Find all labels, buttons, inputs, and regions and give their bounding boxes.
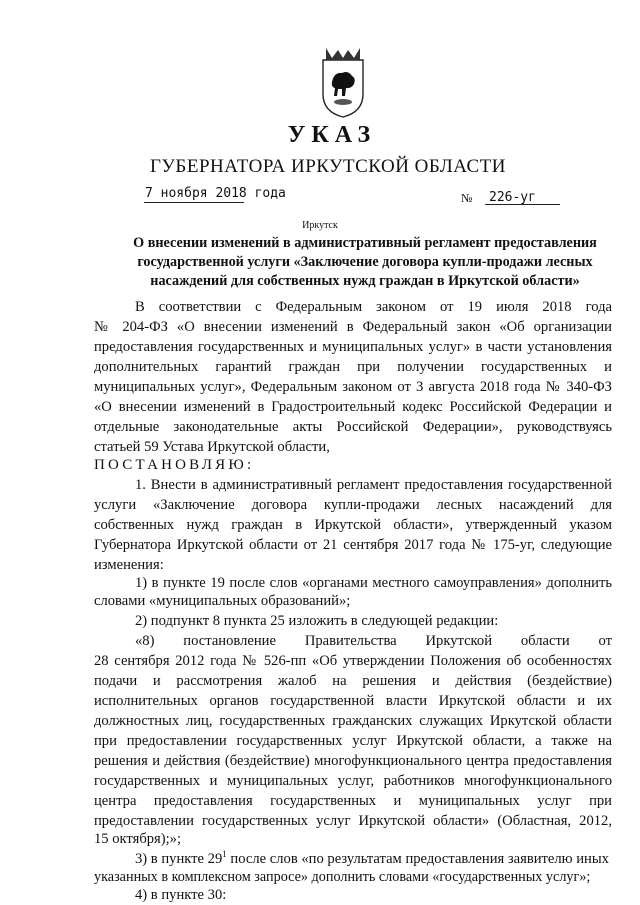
body-line: В соответствии с Федеральным законом от 19 июля 2018 года [135,299,612,315]
body-line: изменения: [94,557,164,573]
body-line: 28 сентября 2012 года № 526-пп «Об утверждении Положения об особенностях [94,653,612,669]
document-type-title: УКАЗ [287,122,377,148]
body-line: 4) в пункте 30: [135,887,227,903]
body-line: при предоставлении государственных услуг Иркутской области, а также на [94,733,612,749]
body-line: 1. Внести в административный регламент предоставления государственной [135,477,612,493]
body-line: услуги «Заключение договора купли-продажи лесных насаждений для [94,497,612,513]
document-heading: О внесении изменений в административный регламент предоставления государственной услуги «Заключение договора купли-продажи лесных насаждений для собственных нужд граждан в Иркутской области» [133,235,597,289]
number-label: № [461,191,473,205]
document-date: 7 ноября 2018 года [145,186,286,201]
number-underline [485,204,560,205]
body-line [135,850,609,868]
superscript-index: 1 [222,849,227,860]
city-name: Иркутск [302,220,338,231]
body-line: исполнительных органов государственной власти Иркутской области и их [94,693,612,709]
body-line: собственных нужд граждан в Иркутской области», утвержденный указом [94,517,612,533]
body-line: предоставления государственных и муниципальных услуг» в части установления [94,339,612,355]
issuer-title: ГУБЕРНАТОРА ИРКУТСКОЙ ОБЛАСТИ [150,156,506,177]
body-line: 1) в пункте 19 после слов «органами местного самоуправления» дополнить [135,575,612,591]
body-line: подачи и рассмотрения жалоб на решения и действия (бездействие) [94,673,612,689]
body-line: 15 октября);»; [94,831,182,847]
body-line: центра предоставления государственных и муниципальных услуг при [94,793,612,809]
body-line: «8) постановление Правительства Иркутской области от [135,633,612,649]
body-line: предоставлении государственных услуг Иркутской области» (Областная, 2012, [94,813,612,829]
body-line: решения и действия (бездействие) многофункционального центра предоставления [94,753,612,769]
body-line: государственных и муниципальных услуг, работников многофункционального [94,773,612,789]
body-line: статьей 59 Устава Иркутской области, [94,439,330,455]
resolution-word: ПОСТАНОВЛЯЮ: [94,457,255,473]
body-line: должностных лиц, государственных гражданских служащих Иркутской области [94,713,612,729]
body-line-text: после слов «по результатам предоставления заявителю иных [226,851,609,867]
body-line: дополнительных гарантий граждан при получении государственных и [94,359,612,375]
body-line: муниципальных услуг», Федеральным законом от 3 августа 2018 года № 340-ФЗ [94,379,612,395]
document-number: 226-уг [489,190,536,205]
body-line: 2) подпункт 8 пункта 25 изложить в следующей редакции: [135,613,499,629]
body-line: отдельные законодательные акты Российской Федерации», руководствуясь [94,419,612,435]
body-line: Губернатора Иркутской области от 21 сентября 2017 года № 175-уг, следующие [94,537,612,553]
date-underline [144,202,244,203]
body-line-text: 3) в пункте 29 [135,851,223,867]
body-line: указанных в комплексном запросе» дополнить словами «государственных услуг»; [94,869,591,885]
body-line: словами «муниципальных образований»; [94,593,351,609]
body-line: «О внесении изменений в Градостроительный кодекс Российской Федерации и [94,399,612,415]
coat-of-arms-icon [318,42,368,118]
body-line: № 204-ФЗ «О внесении изменений в Федеральный закон «Об организации [94,319,612,335]
